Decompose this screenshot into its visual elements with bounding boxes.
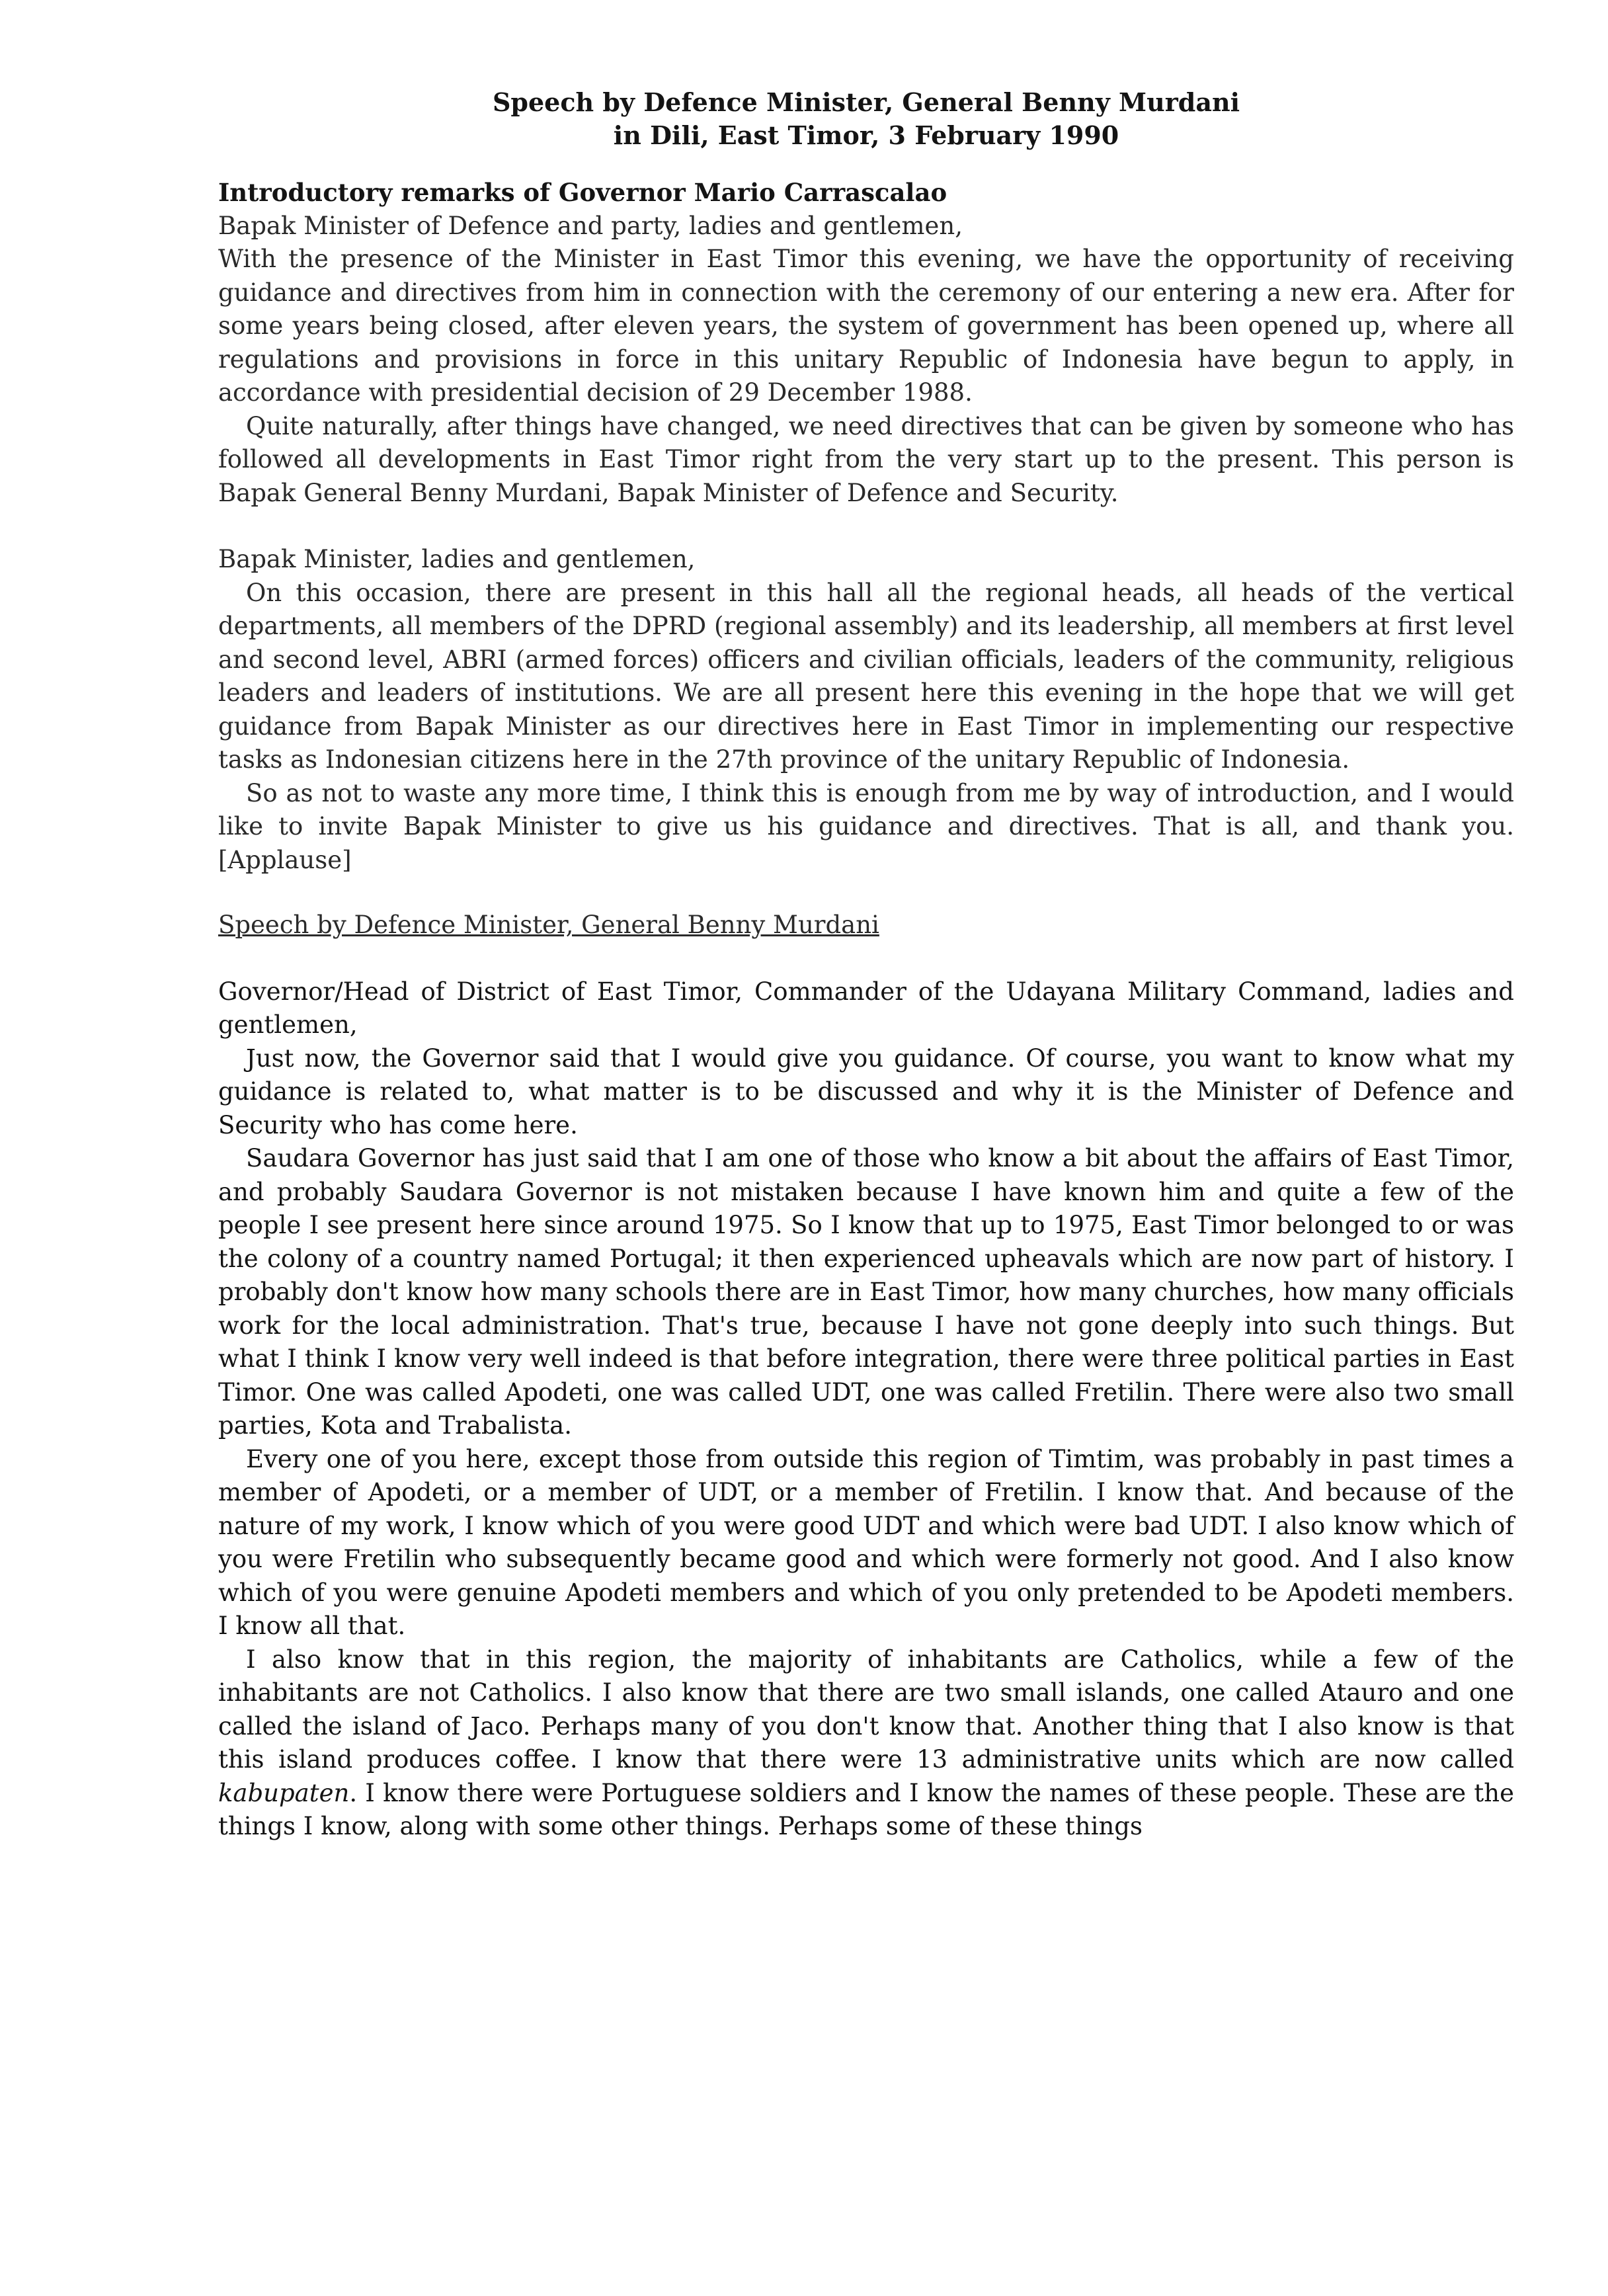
intro-paragraph-1: With the presence of the Minister in East Timor this evening, we have the opportunity of receiving guidance and directives from him in connection with the ceremony of our entering a new era. After for some years being closed, after eleven years, the system of government has been opened up, where all regulations and provisions in force in this unitary Republic of Indonesia have begun to apply, in accordance with presidential decision of 29 December 1988.: [218, 245, 1514, 407]
intro-heading: Introductory remarks of Governor Mario Carrascalao: [218, 178, 947, 207]
speech-paragraph-4-part-2: . I know there were Portuguese soldiers and I know the names of these people. These are the things I know, along with some other things. Perhaps some of these things: [218, 1778, 1514, 1840]
speech-paragraph-4: [218, 1643, 1514, 1844]
document-subtitle: in Dili, East Timor, 3 February 1990: [613, 120, 1119, 150]
intro-paragraph-2: Quite naturally, after things have changed, we need directives that can be given by someone who has followed all developments in East Timor right from the very start up to the present. This person is Bapak General Benny Murdani, Bapak Minister of Defence and Security.: [218, 411, 1514, 507]
speech-paragraph-3: Every one of you here, except those from outside this region of Timtim, was probably in past times a member of Apodeti, or a member of UDT, or a member of Fretilin. I know that. And because of the nature of my work, I know which of you were good UDT and which were bad UDT. I also know which of you were Fretilin who subsequently became good and which were formerly not good. And I also know which of you were genuine Apodeti members and which of you only pretended to be Apodeti members. I know all that.: [218, 1444, 1514, 1640]
document-page: [218, 86, 1514, 1844]
speech-heading: Speech by Defence Minister, General Benny Murdani: [218, 911, 879, 939]
intro-salutation: Bapak Minister of Defence and party, ladies and gentlemen,: [218, 211, 963, 240]
intro-paragraph-3: On this occasion, there are present in this hall all the regional heads, all heads of the vertical departments, all members of the DPRD (regional assembly) and its leadership, all members at first level and second level, ABRI (armed forces) officers and civilian officials, leaders of the community, religious leaders and leaders of institutions. We are all present here this evening in the hope that we will get guidance from Bapak Minister as our directives here in East Timor in implementing our respective tasks as Indonesian citizens here in the 27th province of the unitary Republic of Indonesia.: [218, 578, 1514, 774]
intro-salutation-2: Bapak Minister, ladies and gentlemen,: [218, 545, 696, 573]
speech-paragraph-4-part-1: I also know that in this region, the majority of inhabitants are Catholics, while a few of the inhabitants are not Catholics. I also know that there are two small islands, one called Atauro and one called the island of Jaco. Perhaps many of you don't know that. Another thing that I also know is that this island produces coffee. I know that there were 13 administrative units which are now called: [218, 1645, 1514, 1774]
kabupaten-term: kabupaten: [218, 1778, 350, 1807]
title-block: [218, 86, 1514, 152]
speech-paragraph-2: Saudara Governor has just said that I am one of those who know a bit about the affairs of East Timor, and probably Saudara Governor is not mistaken because I have known him and quite a few of the people I see present here since around 1975. So I know that up to 1975, East Timor belonged to or was the colony of a country named Portugal; it then experienced upheavals which are now part of history. I probably don't know how many schools there are in East Timor, how many churches, how many officials work for the local administration. That's true, because I have not gone deeply into such things. But what I think I know very well indeed is that before integration, there were three political parties in East Timor. One was called Apodeti, one was called UDT, one was called Fretilin. There were also two small parties, Kota and Trabalista.: [218, 1144, 1514, 1440]
speech-paragraph-1: Just now, the Governor said that I would give you guidance. Of course, you want to know what my guidance is related to, what matter is to be discussed and why it is the Minister of Defence and Security who has come here.: [218, 1044, 1514, 1139]
intro-paragraph-4: So as not to waste any more time, I think this is enough from me by way of introduction, and I would like to invite Bapak Minister to give us his guidance and directives. That is all, and thank you. [Applause]: [218, 778, 1514, 874]
document-title: Speech by Defence Minister, General Benny Murdani: [492, 87, 1240, 117]
speech-salutation: Governor/Head of District of East Timor, Commander of the Udayana Military Command, ladies and gentlemen,: [218, 977, 1514, 1039]
